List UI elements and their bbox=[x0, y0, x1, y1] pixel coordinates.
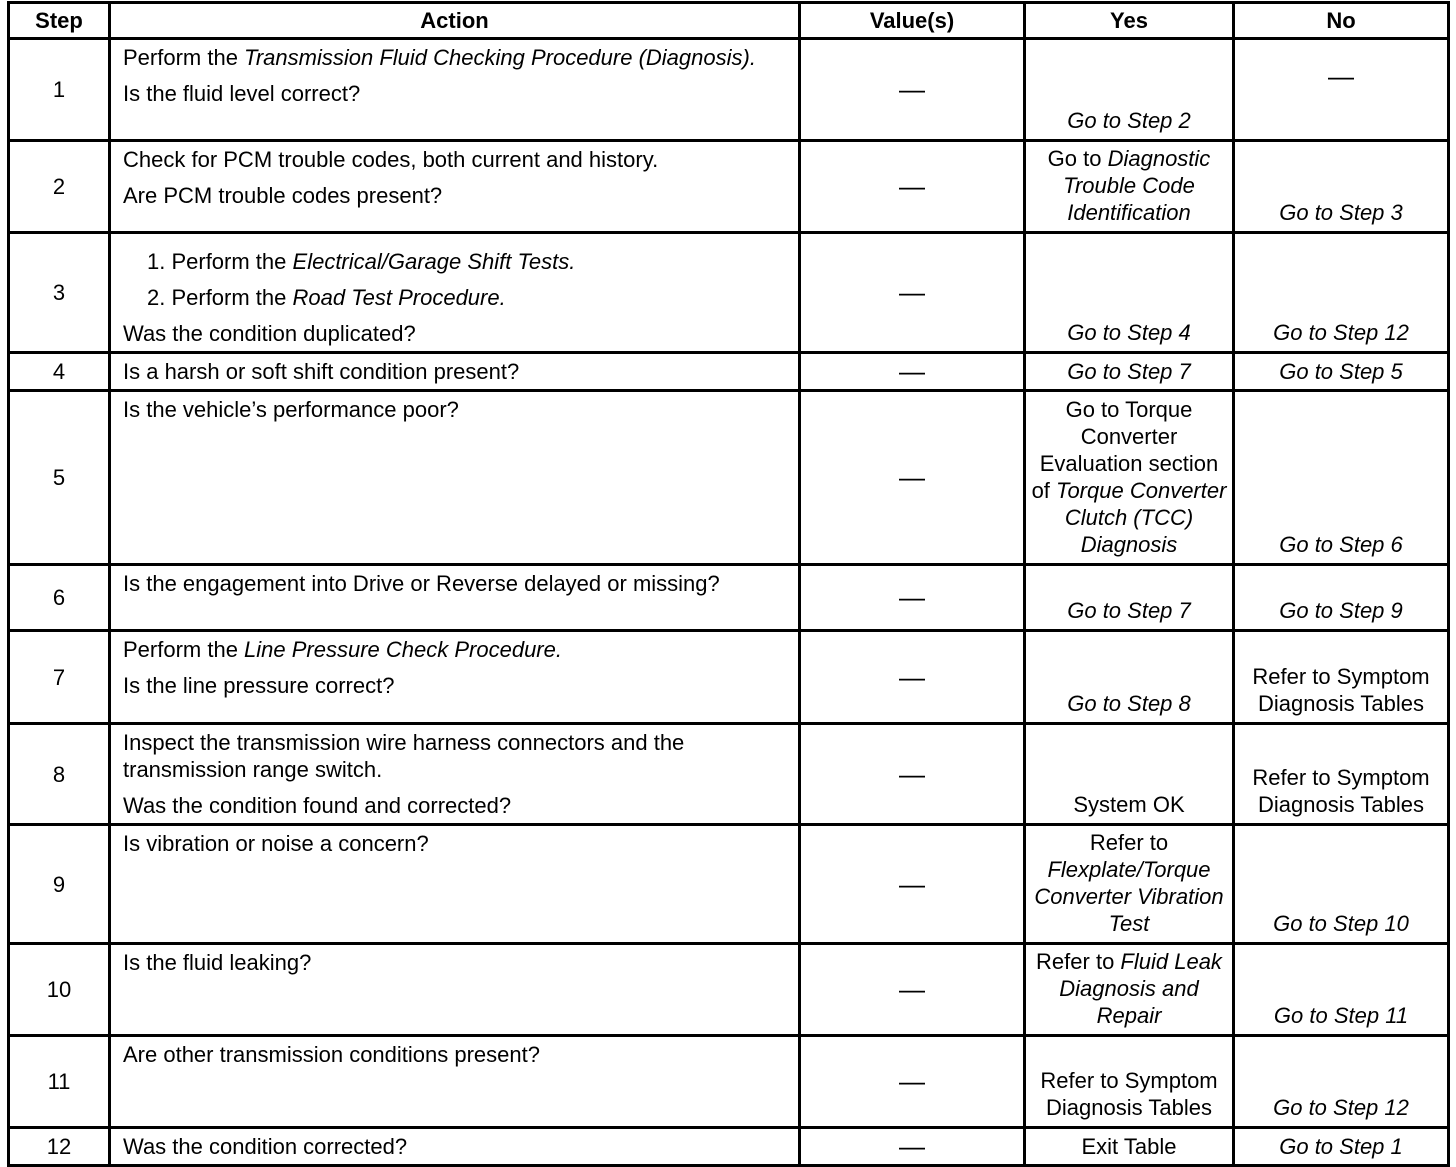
no-cell bbox=[1234, 233, 1449, 353]
action-cell bbox=[110, 39, 800, 141]
action-cell bbox=[110, 944, 800, 1036]
diagnostic-table bbox=[7, 1, 1450, 1167]
yes-cell bbox=[1025, 39, 1234, 141]
yes-cell bbox=[1025, 233, 1234, 353]
yes-cell bbox=[1025, 944, 1234, 1036]
yes-cell: System OK bbox=[1025, 724, 1234, 825]
header-values: Value(s) bbox=[800, 3, 1025, 39]
step-number: 5 bbox=[9, 391, 110, 565]
value-cell: — bbox=[800, 825, 1025, 944]
action-cell bbox=[110, 631, 800, 724]
header-no: No bbox=[1234, 3, 1449, 39]
value-cell: — bbox=[800, 141, 1025, 233]
procedure-reference: Electrical/Garage Shift Tests. bbox=[292, 249, 576, 274]
action-question: Was the condition found and corrected? bbox=[123, 793, 512, 818]
value-cell: — bbox=[800, 39, 1025, 141]
step-number: 8 bbox=[9, 724, 110, 825]
action-cell bbox=[110, 353, 800, 391]
no-result: Go to Step 12 bbox=[1273, 1095, 1409, 1120]
yes-reference: Fluid Leak Diagnosis and Repair bbox=[1059, 949, 1222, 1028]
value-cell: — bbox=[800, 724, 1025, 825]
value-cell: — bbox=[800, 1128, 1025, 1166]
yes-cell: Exit Table bbox=[1025, 1128, 1234, 1166]
table-row bbox=[9, 233, 1449, 353]
table-row bbox=[9, 141, 1449, 233]
table-row bbox=[9, 724, 1449, 825]
procedure-reference: Line Pressure Check Procedure. bbox=[244, 637, 562, 662]
yes-cell bbox=[1025, 825, 1234, 944]
no-cell bbox=[1234, 353, 1449, 391]
substep-2 bbox=[123, 284, 790, 311]
substep-text: 2. Perform the bbox=[147, 285, 293, 310]
action-question: Was the condition corrected? bbox=[123, 1134, 408, 1159]
action-question: Was the condition duplicated? bbox=[123, 321, 416, 346]
no-cell bbox=[1234, 141, 1449, 233]
step-number: 7 bbox=[9, 631, 110, 724]
table-row bbox=[9, 631, 1449, 724]
no-cell bbox=[1234, 1128, 1449, 1166]
yes-reference: Diagnostic Trouble Code Identification bbox=[1063, 146, 1211, 225]
action-question: Is the fluid level correct? bbox=[123, 81, 361, 106]
yes-result: Go to Step 7 bbox=[1067, 598, 1191, 623]
value-cell: — bbox=[800, 1036, 1025, 1128]
yes-result: Go to Step 4 bbox=[1067, 320, 1191, 345]
table-row bbox=[9, 944, 1449, 1036]
step-number: 10 bbox=[9, 944, 110, 1036]
no-cell bbox=[1234, 944, 1449, 1036]
action-instruction bbox=[123, 636, 790, 663]
yes-cell: Refer to Symptom Diagnosis Tables bbox=[1025, 1036, 1234, 1128]
action-question: Is a harsh or soft shift condition present? bbox=[123, 359, 520, 384]
header-action: Action bbox=[110, 3, 800, 39]
action-text: Perform the bbox=[123, 637, 245, 662]
action-question: Are other transmission conditions present? bbox=[123, 1042, 540, 1067]
step-number: 4 bbox=[9, 353, 110, 391]
header-step: Step bbox=[9, 3, 110, 39]
substep-1 bbox=[123, 248, 790, 275]
no-result: Go to Step 3 bbox=[1279, 200, 1403, 225]
step-number: 3 bbox=[9, 233, 110, 353]
action-question: Is vibration or noise a concern? bbox=[123, 831, 429, 856]
no-result: Go to Step 1 bbox=[1279, 1134, 1403, 1159]
no-cell: Refer to Symptom Diagnosis Tables bbox=[1234, 724, 1449, 825]
action-question: Is the engagement into Drive or Reverse delayed or missing? bbox=[123, 571, 720, 596]
no-cell: — bbox=[1234, 39, 1449, 141]
header-yes: Yes bbox=[1025, 3, 1234, 39]
no-result: Go to Step 5 bbox=[1279, 359, 1403, 384]
table-row bbox=[9, 353, 1449, 391]
yes-cell bbox=[1025, 141, 1234, 233]
step-number: 11 bbox=[9, 1036, 110, 1128]
action-instruction: Inspect the transmission wire harness connectors and the transmission range switch. bbox=[123, 730, 685, 782]
action-cell bbox=[110, 233, 800, 353]
yes-result: Go to bbox=[1047, 146, 1108, 171]
table-row bbox=[9, 1128, 1449, 1166]
yes-result: Refer to bbox=[1036, 949, 1121, 974]
no-result: Go to Step 11 bbox=[1273, 1003, 1409, 1028]
action-cell bbox=[110, 565, 800, 631]
no-cell bbox=[1234, 565, 1449, 631]
step-number: 6 bbox=[9, 565, 110, 631]
action-question: Is the fluid leaking? bbox=[123, 950, 312, 975]
table-row bbox=[9, 1036, 1449, 1128]
no-cell: Refer to Symptom Diagnosis Tables bbox=[1234, 631, 1449, 724]
step-number: 9 bbox=[9, 825, 110, 944]
action-cell bbox=[110, 724, 800, 825]
action-cell bbox=[110, 1128, 800, 1166]
table-row bbox=[9, 565, 1449, 631]
value-cell: — bbox=[800, 233, 1025, 353]
action-question: Are PCM trouble codes present? bbox=[123, 183, 443, 208]
step-number: 2 bbox=[9, 141, 110, 233]
no-cell bbox=[1234, 391, 1449, 565]
yes-result: Refer to bbox=[1089, 830, 1169, 855]
action-question: Is the line pressure correct? bbox=[123, 673, 395, 698]
no-result: Go to Step 6 bbox=[1279, 532, 1403, 557]
action-instruction: Check for PCM trouble codes, both current and history. bbox=[123, 147, 659, 172]
action-cell bbox=[110, 141, 800, 233]
procedure-reference: Transmission Fluid Checking Procedure (Diagnosis). bbox=[244, 45, 756, 70]
no-result: Go to Step 10 bbox=[1273, 911, 1409, 936]
no-cell bbox=[1234, 1036, 1449, 1128]
action-question: Is the vehicle’s performance poor? bbox=[123, 397, 459, 422]
no-result: Go to Step 12 bbox=[1273, 320, 1409, 345]
no-cell bbox=[1234, 825, 1449, 944]
action-cell bbox=[110, 391, 800, 565]
value-cell: — bbox=[800, 353, 1025, 391]
action-text: Perform the bbox=[123, 45, 245, 70]
yes-reference: Flexplate/Torque Converter Vibration Test bbox=[1034, 857, 1224, 936]
yes-result: Go to Step 2 bbox=[1067, 108, 1191, 133]
header-row bbox=[9, 3, 1449, 39]
action-cell bbox=[110, 825, 800, 944]
substep-text: 1. Perform the bbox=[147, 249, 293, 274]
step-number: 12 bbox=[9, 1128, 110, 1166]
yes-result: Go to Step 7 bbox=[1067, 359, 1191, 384]
yes-cell bbox=[1025, 631, 1234, 724]
action-cell bbox=[110, 1036, 800, 1128]
yes-result: Go to Step 8 bbox=[1067, 691, 1191, 716]
value-cell: — bbox=[800, 631, 1025, 724]
yes-reference: Torque Converter Clutch (TCC) Diagnosis bbox=[1056, 478, 1227, 557]
yes-cell bbox=[1025, 565, 1234, 631]
procedure-reference: Road Test Procedure. bbox=[292, 285, 506, 310]
yes-cell bbox=[1025, 353, 1234, 391]
value-cell: — bbox=[800, 565, 1025, 631]
step-number: 1 bbox=[9, 39, 110, 141]
table-row bbox=[9, 39, 1449, 141]
value-cell: — bbox=[800, 944, 1025, 1036]
table-row bbox=[9, 391, 1449, 565]
yes-result: Go to Torque Converter Evaluation section of bbox=[1031, 397, 1219, 503]
action-instruction bbox=[123, 44, 790, 71]
yes-cell bbox=[1025, 391, 1234, 565]
no-result: Go to Step 9 bbox=[1279, 598, 1403, 623]
table-row bbox=[9, 825, 1449, 944]
value-cell: — bbox=[800, 391, 1025, 565]
